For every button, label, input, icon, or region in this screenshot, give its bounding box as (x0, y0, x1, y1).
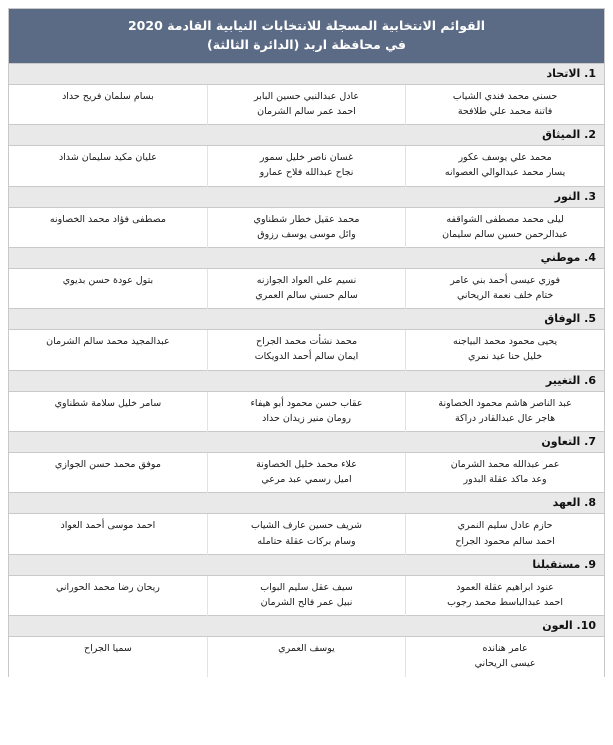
candidate-name: بتول عودة حسن بديوي (62, 274, 154, 286)
table-row (9, 391, 604, 431)
table-row (9, 84, 604, 124)
candidate-cell (9, 330, 207, 370)
candidate-name: يسار محمد عبدالوالي العصوانه (444, 167, 566, 179)
candidate-cell (406, 146, 604, 186)
candidate-name: ختام خلف نعمة الريحاني (456, 290, 554, 302)
candidate-name: اميل رسمي عبد مرعي (261, 474, 352, 486)
candidate-name: عامر هنانده (482, 643, 528, 655)
candidate-name: ليلى محمد مصطفى الشواقفه (446, 213, 564, 225)
candidate-name: سالم حسني سالم العمري (255, 290, 358, 302)
candidate-name: عنود ابراهيم عقلة العمود (456, 581, 554, 593)
candidate-cell (9, 575, 207, 615)
candidate-name: وائل موسى يوسف رزوق (257, 228, 356, 240)
title-line-1: القوائم الانتخابية المسجلة للانتخابات النيابية القادمة 2020 (127, 18, 486, 33)
candidate-name: عقاب حسن محمود أبو هيفاء (250, 397, 363, 409)
list-heading: 6. التغيير (9, 370, 604, 391)
candidate-name: شريف حسين عارف الشياب (251, 520, 362, 532)
candidate-name: علاء محمد خليل الخصاونة (256, 459, 357, 470)
candidate-name: ريحان رضا محمد الحوراني (55, 581, 160, 593)
candidate-name: احمد موسى أحمد العواد (60, 520, 156, 532)
list-heading-row (9, 493, 604, 514)
list-heading-row (9, 186, 604, 207)
candidate-name: نسيم علي العواد الجوازنه (256, 274, 357, 286)
table-row (9, 330, 604, 370)
candidate-name: عبد الناصر هاشم محمود الخصاونة (438, 397, 572, 409)
list-heading-row (9, 432, 604, 453)
candidate-name: هاجر عال عبدالقادر دراكة (454, 412, 556, 424)
candidate-cell (9, 268, 207, 308)
election-lists-sheet (8, 8, 605, 677)
candidate-cell (207, 575, 405, 615)
table-row (9, 514, 604, 554)
list-heading: 3. النور (9, 186, 604, 207)
candidate-name: عليان مكيد سليمان شداد (58, 152, 157, 164)
candidate-name: وسام بركات عقلة حتامله (257, 535, 356, 547)
table-row (9, 575, 604, 615)
candidate-cell (9, 391, 207, 431)
list-heading-row (9, 63, 604, 84)
candidate-cell (9, 146, 207, 186)
list-heading: 9. مستقبلنا (9, 554, 604, 575)
list-heading-row (9, 247, 604, 268)
candidate-name: عبدالمجيد محمد سالم الشرمان (46, 336, 170, 348)
candidate-name: رومان منير زيدان حداد (262, 412, 351, 424)
list-heading: 10. العون (9, 616, 604, 637)
candidate-cell (406, 453, 604, 493)
candidate-name: احمد عمر سالم الشرمان (257, 105, 356, 117)
candidate-name: حسني محمد فندي الشياب (452, 90, 558, 102)
candidate-name: يحيى محمود محمد البياجنه (453, 336, 558, 348)
candidate-name: وعد ماكد عقلة البدور (463, 474, 547, 486)
list-heading: 2. الميثاق (9, 125, 604, 146)
list-heading: 8. العهد (9, 493, 604, 514)
candidate-name: عمر عبدالله محمد الشرمان (450, 459, 560, 470)
candidate-cell (207, 391, 405, 431)
candidate-name: ايمان سالم أحمد الدويكات (254, 351, 359, 363)
candidate-cell (9, 453, 207, 493)
candidate-name: فوزي عيسى أحمد بني عامر (450, 274, 560, 286)
candidate-name: بسام سلمان فريح حداد (62, 90, 154, 102)
candidate-cell (207, 637, 405, 677)
candidate-cell (406, 330, 604, 370)
list-heading-row (9, 554, 604, 575)
candidate-name: عيسى الريحاني (474, 658, 536, 670)
candidate-cell (207, 514, 405, 554)
candidate-cell (406, 207, 604, 247)
candidate-name: احمد سالم محمود الجراح (455, 535, 555, 547)
table-row (9, 637, 604, 677)
table-row (9, 207, 604, 247)
candidate-cell (406, 84, 604, 124)
candidate-cell (406, 637, 604, 677)
candidate-cell (207, 330, 405, 370)
candidate-name: سميا الجراح (83, 643, 132, 655)
candidate-name: احمد عبدالباسط محمد رجوب (447, 596, 564, 608)
candidate-name: سامر خليل سلامة شطناوي (54, 397, 162, 409)
table-row (9, 453, 604, 493)
candidate-name: مصطفى فؤاد محمد الخصاونه (49, 213, 166, 225)
lists-table-body (9, 63, 604, 676)
candidate-name: موفق محمد حسن الجوازي (54, 459, 161, 470)
candidate-name: فاتنة محمد علي طلافحة (457, 105, 553, 117)
candidate-cell (406, 575, 604, 615)
table-row (9, 146, 604, 186)
title-line-2: في محافظة اربد (الدائرة الثالثة) (207, 37, 406, 53)
candidate-name: محمد نشأت محمد الجراح (255, 336, 358, 348)
list-heading-row (9, 309, 604, 330)
candidate-name: حازم عادل سليم النمري (457, 520, 553, 532)
list-heading-row (9, 370, 604, 391)
table-row (9, 268, 604, 308)
list-heading: 5. الوفاق (9, 309, 604, 330)
candidate-cell (406, 268, 604, 308)
candidate-name: سيف عقل سليم البواب (260, 581, 353, 593)
list-heading: 1. الاتحاد (9, 63, 604, 84)
candidate-name: خليل حنا عيد نمري (468, 351, 543, 363)
list-heading-row (9, 125, 604, 146)
candidate-name: عبدالرحمن حسين سالم سليمان (442, 228, 568, 240)
candidate-name: محمد علي يوسف عكور (458, 152, 552, 164)
candidate-cell (9, 637, 207, 677)
candidate-cell (9, 207, 207, 247)
candidate-cell (9, 514, 207, 554)
candidate-name: يوسف العمري (278, 643, 335, 655)
candidate-cell (207, 268, 405, 308)
candidate-cell (207, 207, 405, 247)
candidate-name: محمد عقيل خطار شطناوي (253, 213, 360, 225)
lists-table (9, 63, 604, 677)
candidate-cell (207, 453, 405, 493)
candidate-name: غسان ناصر خليل سمور (259, 152, 354, 164)
candidate-cell (406, 514, 604, 554)
candidate-cell (207, 146, 405, 186)
candidate-name: نبيل عمر فالح الشرمان (260, 596, 353, 608)
list-heading-row (9, 616, 604, 637)
candidate-cell (9, 84, 207, 124)
list-heading: 7. التعاون (9, 432, 604, 453)
candidate-name: عادل عبدالنبي حسين البابر (253, 90, 360, 102)
candidate-cell (406, 391, 604, 431)
candidate-cell (207, 84, 405, 124)
document-title (9, 9, 604, 63)
candidate-name: نجاح عبدالله فلاح عمارو (259, 167, 354, 179)
list-heading: 4. موطني (9, 247, 604, 268)
